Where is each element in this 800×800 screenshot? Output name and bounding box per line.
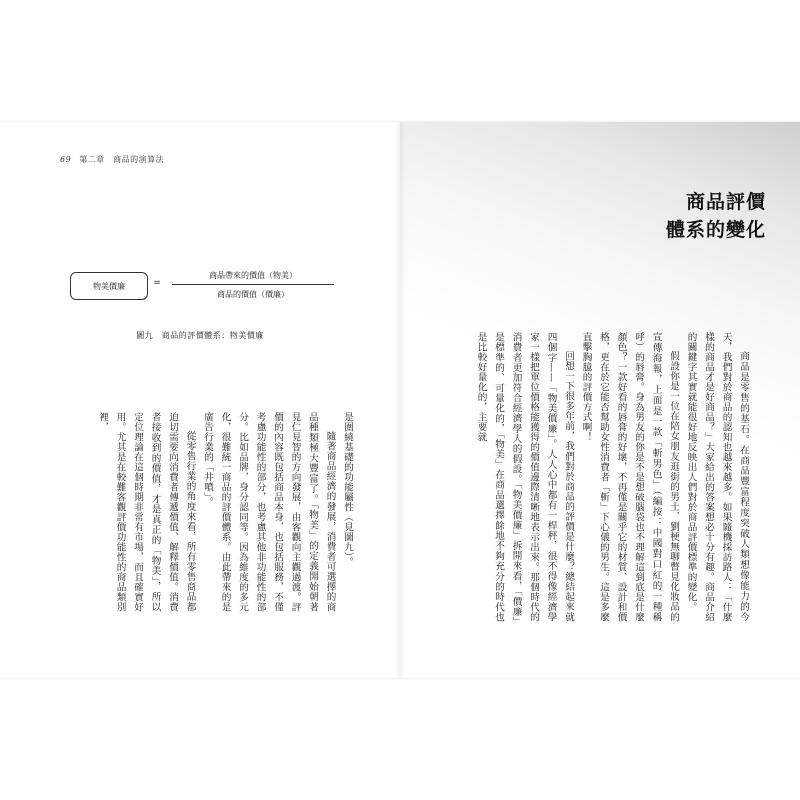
figure-caption: 圖九 商品的評價體系：物美價廉 bbox=[136, 331, 264, 340]
formula-label-box bbox=[70, 272, 148, 300]
equals-sign: = bbox=[153, 278, 161, 288]
section-title bbox=[666, 188, 766, 244]
running-head bbox=[60, 154, 164, 165]
formula-denominator: 商品的價值（價廉） bbox=[217, 290, 289, 299]
paragraph: 是圍繞基礎的功能屬性（見圖九）。 bbox=[342, 412, 353, 568]
formula-numerator: 商品帶來的價值（物美） bbox=[209, 271, 297, 280]
page-gutter bbox=[394, 122, 406, 678]
page-number: 69 bbox=[60, 155, 72, 164]
section-title-line: 體系的變化 bbox=[665, 219, 766, 241]
right-body-text bbox=[452, 332, 752, 622]
chapter-title: 第二章 商品的演算法 bbox=[79, 155, 165, 164]
paragraph: 從零售行業的角度來看，所有零售商品都迫切需要向消費者傳遞價值、解釋價值。消費者接收到的價值，才是真正的「物美」，所以定位理論在這個時期非常有市場，而且確實好用。尤其是在較難客觀評價功能性的商品類別裡， bbox=[97, 412, 196, 612]
paragraph: 商品是零售的基石。在商品豐富程度突破人類想像能力的今天，我們對於商品的認知也越來越多。如果隨機採訪路人：「什麼樣的商品才是好商品？」大家給出的答案想必十分有趣。商品介紹的關鍵字其實就能很好地反映出人們對於商品評價標準的變化。 bbox=[685, 332, 749, 622]
left-page bbox=[0, 122, 400, 678]
formula-label: 物美價廉 bbox=[93, 281, 125, 291]
fraction-line bbox=[172, 284, 334, 285]
section-title-line: 商品評價 bbox=[685, 191, 766, 213]
paragraph: 隨著商品經濟的發展，消費者可選擇的商品種類極大豐富了。「物美」的定義開始朝著見仁見智的方向發展，由客觀向主觀過渡。評價的內容既包括商品本身，也包括服務，不僅考慮功能性的部分，也考慮其他非功能性的部分。比如品牌，身分認同等。因為維度的多元化，很難統一商品的評價體系。由此帶來的是廣告行業的「井噴」。 bbox=[202, 412, 336, 612]
book-spread bbox=[0, 122, 800, 678]
left-body-text bbox=[58, 412, 356, 612]
paragraph: 假設你是一位在陪女朋友逛街的男士，劉梗無聊瞥見化妝品的宣傳海報，上面是一款「斬男色」（編按：中國對口紅的一種稱呼）的唇膏。身為男友的你是不是想破腦袋也不理解這到底是什麼顏色？一款好看的唇膏的好壞，不再僅是關乎它的材質、設計和價格，更在於它能否幫助女性消費者「斬」下心儀的男生。這是多麼直擊胸臆的評價方式啊！ bbox=[580, 332, 679, 622]
paragraph: 回想一下很多年前，我們對於商品的評價是什麼？總結起來就四個字——「物美價廉」。人人心中都有一桿秤，很不得像經濟學家一樣把單位價格能獲得的價值邊際清晰地表示出來。那個時代的消費者更加符合經濟學人的假設。「物美價廉」拆開來看，「價廉」是標準的、可量化的，「物美」在商品選擇餘地不夠充分的時代也是比較好量化的，主要就 bbox=[475, 332, 574, 622]
